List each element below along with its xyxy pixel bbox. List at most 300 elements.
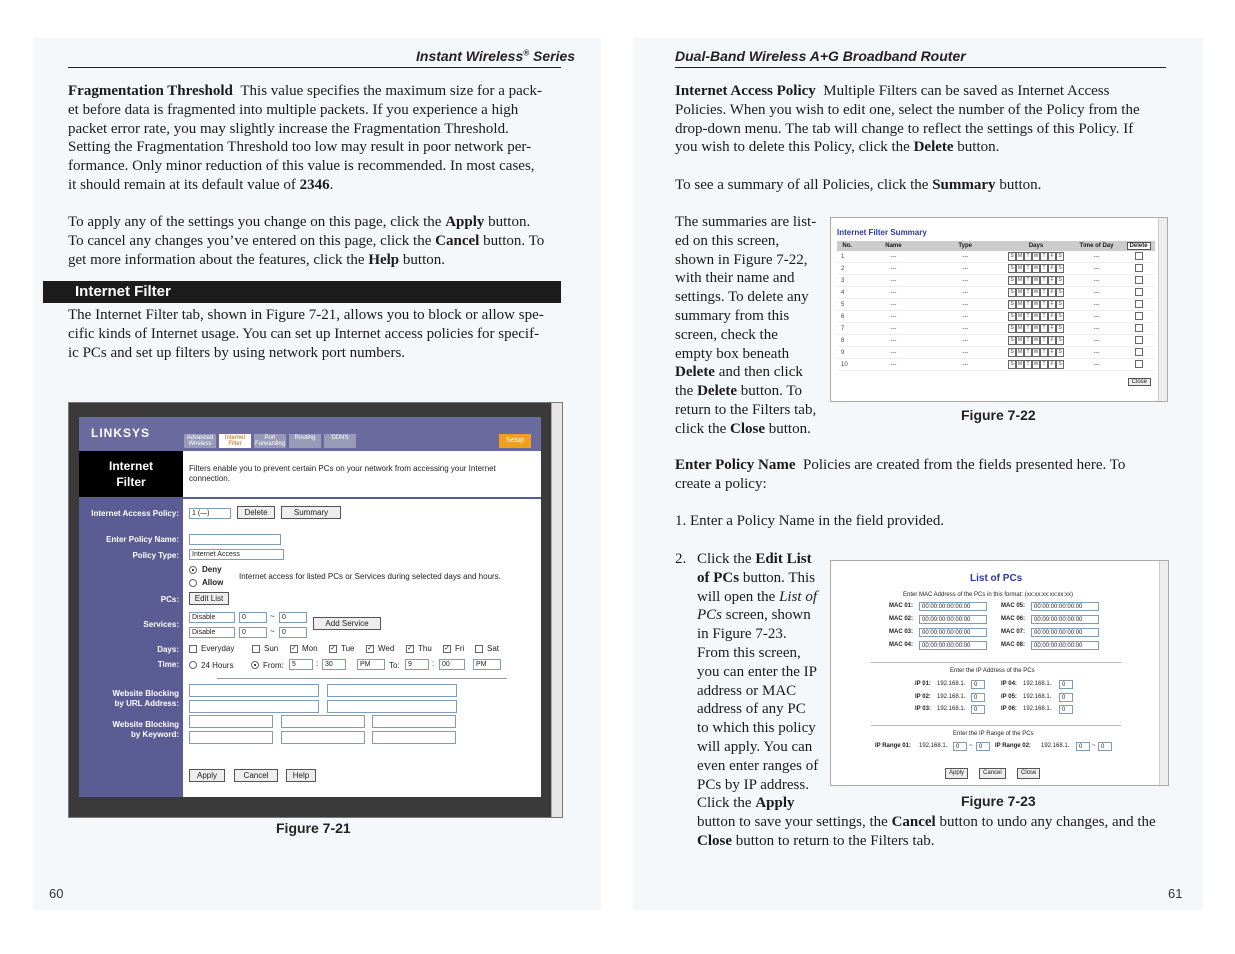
col-name: Name bbox=[858, 241, 930, 251]
col-no: No. bbox=[837, 241, 858, 251]
day-cell: F bbox=[1048, 252, 1056, 261]
scrollbar[interactable] bbox=[1158, 218, 1167, 401]
day-cell: T bbox=[1024, 276, 1032, 285]
list-apply-button[interactable]: Apply bbox=[945, 768, 968, 779]
apply-paragraph: To apply any of the settings you change on this page, click the Apply button. To cancel any changes you’ve entered on this page, click the Cancel button. To get more information about the features, click the Help button. bbox=[68, 214, 545, 268]
figure-7-23-screenshot bbox=[830, 560, 1169, 786]
tab-internet-filter[interactable]: Internet Filter bbox=[219, 434, 251, 448]
day-cell: S bbox=[1008, 300, 1016, 309]
day-cell: F bbox=[1048, 324, 1056, 333]
figure-7-21-screenshot bbox=[68, 402, 563, 818]
row-delete-checkbox[interactable] bbox=[1135, 360, 1143, 368]
everyday-checkbox[interactable] bbox=[189, 645, 197, 653]
policy-label: Internet Access Policy: bbox=[91, 509, 179, 518]
row-delete-checkbox-cell bbox=[1122, 335, 1155, 347]
day-cell: T bbox=[1024, 264, 1032, 273]
intro-text: Filters enable you to prevent certain PCs on your network from accessing your Internet connection. bbox=[189, 464, 496, 483]
summary-row bbox=[837, 311, 1155, 323]
summary-row bbox=[837, 359, 1155, 371]
keyword-blocking-label: Website Blocking by Keyword: bbox=[112, 720, 179, 739]
ip-input[interactable]: 0 bbox=[1059, 680, 1073, 689]
day-cell: T bbox=[1040, 252, 1048, 261]
day-cell: F bbox=[1048, 288, 1056, 297]
day-cell: T bbox=[1024, 360, 1032, 369]
row-time: --- bbox=[1071, 311, 1122, 323]
day-cell: F bbox=[1048, 360, 1056, 369]
step-2-full-width: button to save your settings, the Cancel button to undo any changes, and the Close button to return to the Filters tab. bbox=[697, 814, 1156, 849]
mac-label: MAC 08: bbox=[1001, 642, 1026, 648]
tilde: ~ bbox=[1092, 743, 1096, 749]
ip-range-start[interactable]: 0 bbox=[953, 742, 967, 751]
policy-name-label: Enter Policy Name: bbox=[106, 535, 179, 544]
day-cell: S bbox=[1008, 312, 1016, 321]
row-type: --- bbox=[929, 275, 1001, 287]
left-running-header: Instant Wireless® Series bbox=[416, 48, 576, 64]
ip-instructions: Enter the IP Address of the PCs bbox=[950, 668, 1035, 674]
day-cell: W bbox=[1033, 349, 1039, 355]
wed-label: Wed bbox=[378, 644, 395, 653]
row-name: --- bbox=[858, 323, 930, 335]
mac-instructions: Enter MAC Address of the PCs in this format: (xx:xx:xx:xx:xx:xx) bbox=[903, 592, 1074, 598]
day-cell: F bbox=[1048, 336, 1056, 345]
thu-label: Thu bbox=[418, 644, 432, 653]
summary-paragraph: To see a summary of all Policies, click the Summary button. bbox=[675, 177, 1042, 193]
from-radio[interactable] bbox=[251, 661, 259, 669]
row-type: --- bbox=[929, 287, 1001, 299]
row-delete-checkbox-cell bbox=[1122, 299, 1155, 311]
row-days bbox=[1001, 347, 1071, 359]
day-cell: W bbox=[1033, 253, 1039, 259]
ip-prefix: 192.168.1. bbox=[1023, 706, 1052, 712]
summary-delete-button[interactable]: Delete bbox=[1127, 242, 1151, 250]
summary-row bbox=[837, 299, 1155, 311]
mac-input[interactable]: 00:00:00:00:00:00 bbox=[1031, 641, 1099, 650]
days-label: Days: bbox=[157, 645, 179, 654]
day-cell: S bbox=[1008, 360, 1016, 369]
mac-label: MAC 04: bbox=[889, 642, 914, 648]
row-time: --- bbox=[1071, 347, 1122, 359]
day-cell: T bbox=[1040, 312, 1048, 321]
day-cell: T bbox=[1024, 252, 1032, 261]
ip-label: IP 05: bbox=[1001, 694, 1017, 700]
url-input-2[interactable] bbox=[327, 684, 457, 697]
summary-button[interactable]: Summary bbox=[281, 506, 341, 519]
day-cell: S bbox=[1056, 252, 1064, 261]
help-button[interactable]: Help bbox=[286, 769, 316, 782]
day-cell: S bbox=[1056, 264, 1064, 273]
day-cell: S bbox=[1056, 312, 1064, 321]
row-time: --- bbox=[1071, 299, 1122, 311]
list-cancel-button[interactable]: Cancel bbox=[979, 768, 1006, 779]
row-delete-checkbox[interactable] bbox=[1135, 324, 1143, 332]
ip-prefix: 192.168.1. bbox=[937, 694, 966, 700]
edit-list-button[interactable]: Edit List bbox=[189, 592, 229, 605]
day-cell: S bbox=[1008, 336, 1016, 345]
url-input-4[interactable] bbox=[327, 700, 457, 713]
fri-checkbox[interactable]: ✓ bbox=[444, 645, 450, 652]
tue-label: Tue bbox=[341, 644, 355, 653]
row-time: --- bbox=[1071, 287, 1122, 299]
row-delete-checkbox[interactable] bbox=[1135, 348, 1143, 356]
row-delete-checkbox[interactable] bbox=[1135, 252, 1143, 260]
ip-prefix: 192.168.1. bbox=[1023, 681, 1052, 687]
day-cell: M bbox=[1017, 277, 1023, 283]
left-page-number: 60 bbox=[49, 886, 64, 901]
section-heading-band bbox=[43, 281, 561, 303]
mac-label: MAC 07: bbox=[1001, 629, 1026, 635]
row-delete-checkbox-cell bbox=[1122, 347, 1155, 359]
row-type: --- bbox=[929, 311, 1001, 323]
row-type: --- bbox=[929, 263, 1001, 275]
add-service-button[interactable]: Add Service bbox=[313, 617, 381, 630]
enter-policy-name-paragraph: Enter Policy Name Policies are created from the fields presented here. To create a policy: bbox=[675, 457, 1126, 492]
tilde: ~ bbox=[969, 743, 973, 749]
day-cell: F bbox=[1048, 300, 1056, 309]
figure-7-22-screenshot bbox=[830, 217, 1168, 402]
row-number: 4 bbox=[837, 287, 858, 299]
tue-checkbox[interactable]: ✓ bbox=[330, 645, 336, 652]
ip-range-end[interactable]: 0 bbox=[976, 742, 990, 751]
col-type: Type bbox=[929, 241, 1001, 251]
day-cell: T bbox=[1024, 324, 1032, 333]
day-cell: S bbox=[1056, 288, 1064, 297]
fragmentation-paragraph: Fragmentation Threshold This value specifies the maximum size for a pack- et before data is fragmented into multiple packets. If you experience a high packet error rate, you may slightly increase the Fragmentation Threshold. Setting the Fragmentation Threshold too low may result in poor network per- formance. Only minor reduction of this value is recommended. In most cases, it should remain at its default value of 2346. bbox=[68, 83, 542, 193]
day-cell: T bbox=[1024, 300, 1032, 309]
row-days bbox=[1001, 359, 1071, 371]
ip-range-start[interactable]: 0 bbox=[1076, 742, 1090, 751]
keyword-input-4[interactable] bbox=[189, 731, 273, 744]
ip-input[interactable]: 0 bbox=[971, 705, 985, 714]
url-blocking-label: Website Blocking by URL Address: bbox=[112, 689, 179, 708]
day-cell: M bbox=[1017, 265, 1023, 271]
step-2-number: 2. bbox=[675, 551, 687, 567]
router-top-bar bbox=[79, 417, 541, 451]
row-type: --- bbox=[929, 323, 1001, 335]
step-2-wrapped: Click the Edit List of PCs button. This will open the List of PCs screen, shown in Figure 7-23. From this screen, you can enter the IP address or MAC address of any PC to which this policy will apply. You can even enter ranges of PCs by IP address. Click the Apply bbox=[697, 551, 819, 812]
access-description: Internet access for listed PCs or Services during selected days and hours. bbox=[239, 572, 501, 581]
mac-input[interactable]: 00:00:00:00:00:00 bbox=[1031, 615, 1099, 624]
day-cell: M bbox=[1017, 253, 1023, 259]
row-number: 6 bbox=[837, 311, 858, 323]
row-name: --- bbox=[858, 263, 930, 275]
ip-range-end[interactable]: 0 bbox=[1098, 742, 1112, 751]
ip-label: IP 01: bbox=[915, 681, 931, 687]
summary-row bbox=[837, 251, 1155, 263]
summaries-paragraph: The summaries are list- ed on this screen, shown in Figure 7-22, with their name and settings. To delete any summary from this screen, check the empty box beneath Delete and then click the Delete button. To return to the Filters tab, click the Close button. bbox=[675, 214, 817, 437]
tab-ddns[interactable]: DDNS bbox=[324, 434, 356, 448]
mac-input[interactable]: 00:00:00:00:00:00 bbox=[1031, 628, 1099, 637]
day-cell: S bbox=[1056, 360, 1064, 369]
mac-label: MAC 05: bbox=[1001, 603, 1026, 609]
row-type: --- bbox=[929, 299, 1001, 311]
row-type: --- bbox=[929, 335, 1001, 347]
right-page-number: 61 bbox=[1168, 886, 1183, 901]
row-name: --- bbox=[858, 275, 930, 287]
day-cell: T bbox=[1024, 312, 1032, 321]
row-number: 1 bbox=[837, 251, 858, 263]
row-delete-checkbox[interactable] bbox=[1135, 312, 1143, 320]
row-delete-checkbox[interactable] bbox=[1135, 336, 1143, 344]
everyday-label: Everyday bbox=[201, 644, 235, 653]
policy-select[interactable]: 1 (—) bbox=[189, 508, 231, 519]
service-2-port-to[interactable]: 0 bbox=[279, 627, 307, 638]
day-cell: M bbox=[1017, 325, 1023, 331]
col-days: Days bbox=[1001, 241, 1071, 251]
service-1-port-from[interactable]: 0 bbox=[239, 612, 267, 623]
day-cell: M bbox=[1017, 301, 1023, 307]
tab-advanced-wireless[interactable]: Advanced Wireless bbox=[184, 434, 216, 448]
day-cell: T bbox=[1040, 264, 1048, 273]
mac-label: MAC 06: bbox=[1001, 616, 1026, 622]
mac-input[interactable]: 00:00:00:00:00:00 bbox=[1031, 602, 1099, 611]
day-cell: W bbox=[1033, 301, 1039, 307]
row-delete-checkbox[interactable] bbox=[1135, 264, 1143, 272]
summary-row bbox=[837, 323, 1155, 335]
row-time: --- bbox=[1071, 251, 1122, 263]
summary-close-button[interactable]: Close bbox=[1128, 378, 1151, 386]
col-time: Time of Day bbox=[1071, 241, 1122, 251]
from-minute-select[interactable]: 30 bbox=[322, 659, 346, 670]
day-cell: S bbox=[1008, 324, 1016, 333]
row-delete-checkbox[interactable] bbox=[1135, 276, 1143, 284]
day-cell: S bbox=[1056, 336, 1064, 345]
row-days bbox=[1001, 299, 1071, 311]
row-delete-checkbox-cell bbox=[1122, 323, 1155, 335]
day-cell: T bbox=[1040, 336, 1048, 345]
range-instructions: Enter the IP Range of the PCs bbox=[953, 731, 1034, 737]
ip-label: IP 06: bbox=[1001, 706, 1017, 712]
time-label: Time: bbox=[157, 660, 179, 669]
deny-radio[interactable] bbox=[189, 566, 197, 574]
service-2-select[interactable]: Disable bbox=[189, 627, 235, 638]
day-cell: S bbox=[1008, 264, 1016, 273]
day-cell: W bbox=[1033, 337, 1039, 343]
ip-prefix: 192.168.1. bbox=[937, 681, 966, 687]
sat-label: Sat bbox=[487, 644, 500, 653]
figure-7-21-caption: Figure 7-21 bbox=[276, 820, 351, 836]
from-ampm-select[interactable]: PM bbox=[357, 659, 385, 670]
row-days bbox=[1001, 275, 1071, 287]
day-cell: S bbox=[1056, 324, 1064, 333]
allow-label: Allow bbox=[202, 578, 224, 587]
row-time: --- bbox=[1071, 275, 1122, 287]
day-cell: W bbox=[1033, 313, 1039, 319]
figure-7-23-caption: Figure 7-23 bbox=[961, 793, 1036, 809]
day-cell: T bbox=[1040, 276, 1048, 285]
left-header-rule bbox=[68, 67, 561, 68]
to-label: To: bbox=[389, 661, 400, 670]
list-close-button[interactable]: Close bbox=[1017, 768, 1040, 779]
day-cell: M bbox=[1017, 337, 1023, 343]
summary-title: Internet Filter Summary bbox=[837, 228, 927, 237]
mac-label: MAC 02: bbox=[889, 616, 914, 622]
row-type: --- bbox=[929, 251, 1001, 263]
row-number: 5 bbox=[837, 299, 858, 311]
day-cell: F bbox=[1048, 264, 1056, 273]
row-number: 7 bbox=[837, 323, 858, 335]
summary-row bbox=[837, 275, 1155, 287]
day-cell: T bbox=[1024, 348, 1032, 357]
summary-row bbox=[837, 263, 1155, 275]
row-delete-checkbox-cell bbox=[1122, 263, 1155, 275]
thu-checkbox[interactable]: ✓ bbox=[407, 645, 413, 652]
keyword-input-5[interactable] bbox=[281, 731, 365, 744]
section-title: Internet Filter bbox=[75, 283, 171, 300]
24-hours-radio[interactable] bbox=[189, 661, 197, 669]
day-cell: S bbox=[1008, 348, 1016, 357]
day-cell: M bbox=[1017, 361, 1023, 367]
divider bbox=[217, 678, 507, 679]
mac-input[interactable]: 00:00:00:00:00:00 bbox=[919, 628, 987, 637]
from-hour-select[interactable]: 5 bbox=[289, 659, 313, 670]
wed-checkbox[interactable]: ✓ bbox=[367, 645, 373, 652]
day-cell: T bbox=[1040, 348, 1048, 357]
mac-label: MAC 01: bbox=[889, 603, 914, 609]
summary-row bbox=[837, 347, 1155, 359]
row-type: --- bbox=[929, 347, 1001, 359]
tab-routing[interactable]: Routing bbox=[289, 434, 321, 448]
day-cell: T bbox=[1040, 300, 1048, 309]
row-time: --- bbox=[1071, 263, 1122, 275]
day-cell: S bbox=[1008, 288, 1016, 297]
keyword-input-2[interactable] bbox=[281, 715, 365, 728]
allow-radio[interactable] bbox=[189, 579, 197, 587]
day-cell: S bbox=[1008, 276, 1016, 285]
policy-name-input[interactable] bbox=[189, 534, 281, 545]
row-time: --- bbox=[1071, 323, 1122, 335]
right-header-rule bbox=[675, 67, 1166, 68]
row-number: 10 bbox=[837, 359, 858, 371]
day-cell: F bbox=[1048, 312, 1056, 321]
pcs-label: PCs: bbox=[160, 595, 179, 604]
day-cell: F bbox=[1048, 276, 1056, 285]
colon: : bbox=[432, 659, 435, 668]
sat-checkbox[interactable] bbox=[475, 645, 483, 653]
divider bbox=[183, 497, 541, 499]
sun-checkbox[interactable] bbox=[252, 645, 260, 653]
row-delete-checkbox-cell bbox=[1122, 275, 1155, 287]
row-delete-checkbox-cell bbox=[1122, 359, 1155, 371]
mac-input[interactable]: 00:00:00:00:00:00 bbox=[919, 615, 987, 624]
row-delete-checkbox[interactable] bbox=[1135, 300, 1143, 308]
to-hour-select[interactable]: 9 bbox=[405, 659, 429, 670]
scrollbar[interactable] bbox=[1159, 561, 1168, 785]
row-days bbox=[1001, 335, 1071, 347]
service-1-select[interactable]: Disable bbox=[189, 612, 235, 623]
day-cell: M bbox=[1017, 349, 1023, 355]
day-cell: W bbox=[1033, 277, 1039, 283]
service-1-port-to[interactable]: 0 bbox=[279, 612, 307, 623]
sun-label: Sun bbox=[264, 644, 279, 653]
internet-filter-paragraph: The Internet Filter tab, shown in Figure 7-21, allows you to block or allow spe- cific kinds of Internet usage. You can set up Internet access policies for specif- ic PCs and set up filters by using network port numbers. bbox=[68, 307, 544, 361]
row-name: --- bbox=[858, 359, 930, 371]
list-of-pcs-title: List of PCs bbox=[970, 573, 1023, 584]
policy-type-label: Policy Type: bbox=[132, 551, 179, 560]
row-name: --- bbox=[858, 299, 930, 311]
row-time: --- bbox=[1071, 359, 1122, 371]
24-hours-label: 24 Hours bbox=[201, 661, 234, 670]
services-label: Services: bbox=[143, 620, 179, 629]
ip-input[interactable]: 0 bbox=[1059, 693, 1073, 702]
mon-checkbox[interactable]: ✓ bbox=[291, 645, 297, 652]
row-delete-checkbox[interactable] bbox=[1135, 288, 1143, 296]
summary-table bbox=[837, 241, 1155, 371]
day-cell: W bbox=[1033, 325, 1039, 331]
row-name: --- bbox=[858, 311, 930, 323]
mac-input[interactable]: 00:00:00:00:00:00 bbox=[919, 602, 987, 611]
deny-label: Deny bbox=[202, 565, 222, 574]
row-name: --- bbox=[858, 347, 930, 359]
step-1: 1. Enter a Policy Name in the field provided. bbox=[675, 513, 945, 529]
fri-label: Fri bbox=[455, 644, 465, 653]
mac-input[interactable]: 00:00:00:00:00:00 bbox=[919, 641, 987, 650]
url-input-1[interactable] bbox=[189, 684, 319, 697]
policy-type-select[interactable]: Internet Access bbox=[189, 549, 284, 560]
row-number: 2 bbox=[837, 263, 858, 275]
day-cell: W bbox=[1033, 265, 1039, 271]
day-cell: T bbox=[1040, 288, 1048, 297]
separator bbox=[871, 662, 1121, 663]
summary-row bbox=[837, 335, 1155, 347]
setup-button[interactable]: Setup bbox=[499, 434, 531, 448]
scrollbar[interactable] bbox=[551, 403, 562, 817]
mac-label: MAC 03: bbox=[889, 629, 914, 635]
separator bbox=[871, 725, 1121, 726]
row-name: --- bbox=[858, 335, 930, 347]
tilde: ~ bbox=[270, 627, 275, 636]
ip-input[interactable]: 0 bbox=[971, 693, 985, 702]
day-cell: S bbox=[1056, 348, 1064, 357]
cancel-button[interactable]: Cancel bbox=[234, 769, 278, 782]
keyword-input-1[interactable] bbox=[189, 715, 273, 728]
from-label: From: bbox=[263, 661, 284, 670]
row-number: 3 bbox=[837, 275, 858, 287]
to-minute-select[interactable]: 00 bbox=[439, 659, 465, 670]
delete-button[interactable]: Delete bbox=[237, 506, 275, 519]
internet-access-policy-paragraph: Internet Access Policy Multiple Filters can be saved as Internet Access Policies. When you wish to edit one, select the number of the Policy from the drop-down menu. The tab will change to reflect the settings of this Policy. If you wish to delete this Policy, click the Delete button. bbox=[675, 83, 1140, 156]
service-2-port-from[interactable]: 0 bbox=[239, 627, 267, 638]
ip-range-label: IP Range 01: bbox=[875, 743, 911, 749]
sidebar-title: Internet Filter bbox=[79, 451, 183, 497]
to-ampm-select[interactable]: PM bbox=[473, 659, 501, 670]
linksys-logo: LINKSYS bbox=[91, 426, 151, 440]
row-delete-checkbox-cell bbox=[1122, 251, 1155, 263]
day-cell: S bbox=[1056, 300, 1064, 309]
url-input-3[interactable] bbox=[189, 700, 319, 713]
row-number: 9 bbox=[837, 347, 858, 359]
ip-input[interactable]: 0 bbox=[971, 680, 985, 689]
apply-button[interactable]: Apply bbox=[189, 769, 225, 782]
tab-port-forwarding[interactable]: Port Forwarding bbox=[254, 435, 285, 447]
keyword-input-6[interactable] bbox=[372, 731, 456, 744]
ip-prefix: 192.168.1. bbox=[1041, 743, 1070, 749]
ip-label: IP 03: bbox=[915, 706, 931, 712]
summary-row bbox=[837, 287, 1155, 299]
figure-7-22-caption: Figure 7-22 bbox=[961, 407, 1036, 423]
day-cell: W bbox=[1033, 361, 1039, 367]
day-cell: T bbox=[1024, 288, 1032, 297]
day-cell: T bbox=[1040, 324, 1048, 333]
row-days bbox=[1001, 311, 1071, 323]
ip-input[interactable]: 0 bbox=[1059, 705, 1073, 714]
ip-prefix: 192.168.1. bbox=[1023, 694, 1052, 700]
ip-label: IP 02: bbox=[915, 694, 931, 700]
row-name: --- bbox=[858, 287, 930, 299]
day-cell: F bbox=[1048, 348, 1056, 357]
row-days bbox=[1001, 251, 1071, 263]
day-cell: T bbox=[1040, 360, 1048, 369]
keyword-input-3[interactable] bbox=[372, 715, 456, 728]
